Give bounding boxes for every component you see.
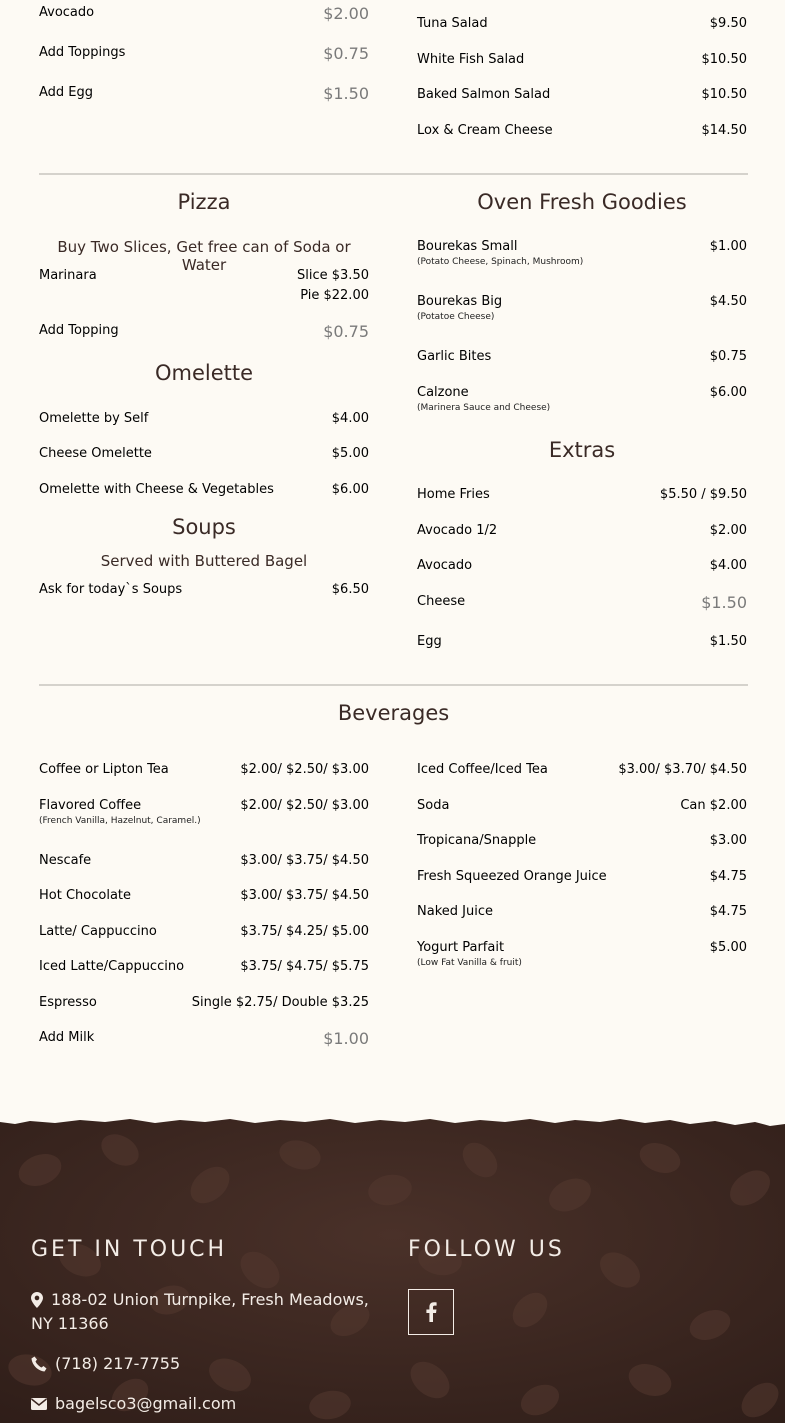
menu-item — [417, 594, 747, 614]
menu-item — [39, 582, 369, 602]
item-price: $1.50 — [701, 593, 747, 612]
item-price: Can $2.00 — [680, 798, 747, 813]
location-pin-icon — [31, 1292, 43, 1308]
pizza-tagline: Buy Two Slices, Get free can of Soda or Water — [57, 238, 351, 274]
footer — [0, 1110, 785, 1423]
item-name: Tropicana/Snapple — [417, 833, 537, 848]
item-name: Egg — [417, 634, 442, 649]
menu-item — [39, 45, 369, 65]
item-price: $6.50 — [331, 582, 369, 597]
menu-item — [39, 411, 369, 431]
pizza-heading: Pizza — [177, 190, 231, 214]
item-name: Omelette with Cheese & Vegetables — [39, 482, 274, 497]
coffee-bean-background — [0, 1110, 785, 1423]
menu-item — [417, 52, 747, 72]
menu-item — [417, 634, 747, 654]
item-price: $5.00 — [709, 940, 747, 955]
item-price: $4.50 — [709, 294, 747, 309]
menu-item — [417, 16, 747, 36]
facebook-button[interactable] — [408, 1289, 454, 1335]
menu-item — [39, 5, 369, 25]
item-description: (Low Fat Vanilla & fruit) — [417, 958, 522, 968]
item-name: Iced Coffee/Iced Tea — [417, 762, 548, 777]
follow-title: FOLLOW US — [408, 1237, 565, 1262]
item-price-pie: Pie $22.00 — [300, 288, 369, 303]
item-name: Avocado — [417, 558, 473, 573]
menu-item — [417, 523, 747, 543]
item-price: $4.00 — [709, 558, 747, 573]
item-description: (Potatoe Cheese) — [417, 312, 495, 322]
item-price: $5.50 / $9.50 — [659, 487, 747, 502]
item-price: $1.00 — [323, 1029, 369, 1048]
item-price: $1.00 — [709, 239, 747, 254]
item-price: $3.00/ $3.75/ $4.50 — [240, 853, 369, 868]
item-name: Omelette by Self — [39, 411, 149, 426]
item-price: $9.50 — [709, 16, 747, 31]
item-name: Nescafe — [39, 853, 92, 868]
menu-item — [39, 959, 369, 979]
menu-item — [417, 123, 747, 143]
item-name: Add Egg — [39, 85, 94, 100]
beverages-heading: Beverages — [337, 701, 450, 725]
item-name: Bourekas Small — [417, 239, 518, 254]
item-price: $1.50 — [709, 634, 747, 649]
item-price: $3.75/ $4.75/ $5.75 — [240, 959, 369, 974]
item-name: Latte/ Cappuccino — [39, 924, 157, 939]
section-divider — [39, 684, 748, 686]
item-price: $2.00 — [323, 4, 369, 23]
menu-item — [39, 888, 369, 908]
menu-item — [39, 995, 369, 1015]
menu-item — [417, 385, 747, 413]
item-description: (French Vanilla, Hazelnut, Caramel.) — [39, 816, 201, 826]
menu-item — [417, 762, 747, 782]
item-price: $0.75 — [709, 349, 747, 364]
phone-number[interactable]: (718) 217-7755 — [55, 1354, 181, 1373]
extras-heading: Extras — [548, 438, 616, 462]
menu-item — [417, 349, 747, 369]
menu-item — [39, 268, 369, 288]
menu-item — [39, 762, 369, 782]
item-name: Soda — [417, 798, 450, 813]
envelope-icon — [31, 1398, 47, 1410]
menu-item — [39, 798, 369, 826]
contact-title: GET IN TOUCH — [31, 1237, 228, 1262]
menu-item — [417, 87, 747, 107]
goodies-heading: Oven Fresh Goodies — [477, 190, 687, 214]
item-price: $0.75 — [323, 322, 369, 341]
item-price: $2.00/ $2.50/ $3.00 — [240, 762, 369, 777]
menu-item — [39, 482, 369, 502]
item-name: Add Milk — [39, 1030, 95, 1045]
item-name: Marinara — [39, 268, 97, 283]
menu-item — [417, 487, 747, 507]
item-name: Baked Salmon Salad — [417, 87, 551, 102]
menu-item — [417, 833, 747, 853]
item-price: $14.50 — [701, 123, 747, 138]
item-name: Ask for today`s Soups — [39, 582, 183, 597]
item-name: Bourekas Big — [417, 294, 503, 309]
menu-item — [417, 904, 747, 924]
item-name: Cheese Omelette — [39, 446, 152, 461]
item-price: $3.00 — [709, 833, 747, 848]
item-price: $5.00 — [331, 446, 369, 461]
item-price: $3.00/ $3.70/ $4.50 — [618, 762, 747, 777]
menu-item — [417, 869, 747, 889]
facebook-icon — [425, 1302, 437, 1322]
item-name: Lox & Cream Cheese — [417, 123, 553, 138]
soups-heading: Soups — [172, 515, 236, 539]
item-description: (Potato Cheese, Spinach, Mushroom) — [417, 257, 584, 267]
menu-item — [417, 239, 747, 267]
item-price: $6.00 — [331, 482, 369, 497]
item-price: $4.75 — [709, 869, 747, 884]
item-description: (Marinera Sauce and Cheese) — [417, 403, 551, 413]
item-name: Espresso — [39, 995, 97, 1010]
menu-item — [417, 940, 747, 968]
menu-item — [39, 853, 369, 873]
item-name: Yogurt Parfait — [417, 940, 505, 955]
menu-item — [39, 1030, 369, 1050]
item-price: $6.00 — [709, 385, 747, 400]
item-price-slice: Slice $3.50 — [297, 268, 369, 283]
item-name: Iced Latte/Cappuccino — [39, 959, 185, 974]
menu-item — [417, 294, 747, 322]
item-price: $4.75 — [709, 904, 747, 919]
item-name: Hot Chocolate — [39, 888, 132, 903]
item-name: Home Fries — [417, 487, 490, 502]
item-price: $1.50 — [323, 84, 369, 103]
item-name: Garlic Bites — [417, 349, 492, 364]
torn-paper-edge — [0, 1110, 785, 1136]
item-name: White Fish Salad — [417, 52, 525, 67]
address-line1: 188-02 Union Turnpike, Fresh Meadows, — [51, 1290, 369, 1309]
menu-item — [417, 798, 747, 818]
item-name: Flavored Coffee — [39, 798, 142, 813]
item-price: $10.50 — [701, 87, 747, 102]
soups-tagline: Served with Buttered Bagel — [100, 552, 308, 570]
section-divider — [39, 173, 748, 175]
item-name: Cheese — [417, 594, 466, 609]
item-price: Single $2.75/ Double $3.25 — [191, 995, 369, 1010]
item-name: Naked Juice — [417, 904, 493, 919]
item-price: $10.50 — [701, 52, 747, 67]
item-price: $3.75/ $4.25/ $5.00 — [240, 924, 369, 939]
item-name: Fresh Squeezed Orange Juice — [417, 869, 607, 884]
item-price: $0.75 — [323, 44, 369, 63]
menu-item-pie — [39, 288, 369, 308]
item-price: $2.00 — [709, 523, 747, 538]
item-name: Add Toppings — [39, 45, 126, 60]
item-name: Calzone — [417, 385, 469, 400]
menu-item — [39, 446, 369, 466]
item-name: Avocado 1/2 — [417, 523, 498, 538]
menu-item — [39, 924, 369, 944]
menu-item — [39, 85, 369, 105]
item-name: Avocado — [39, 5, 95, 20]
phone-icon — [31, 1356, 47, 1372]
address-line2: NY 11366 — [31, 1314, 109, 1333]
item-price: $4.00 — [331, 411, 369, 426]
item-name: Coffee or Lipton Tea — [39, 762, 169, 777]
omelette-heading: Omelette — [154, 361, 254, 385]
menu-item — [39, 323, 369, 343]
item-name: Add Topping — [39, 323, 119, 338]
email-address[interactable]: bagelsco3@gmail.com — [55, 1394, 237, 1413]
item-price: $3.00/ $3.75/ $4.50 — [240, 888, 369, 903]
item-price: $2.00/ $2.50/ $3.00 — [240, 798, 369, 813]
item-name: Tuna Salad — [417, 16, 488, 31]
menu-item — [417, 558, 747, 578]
